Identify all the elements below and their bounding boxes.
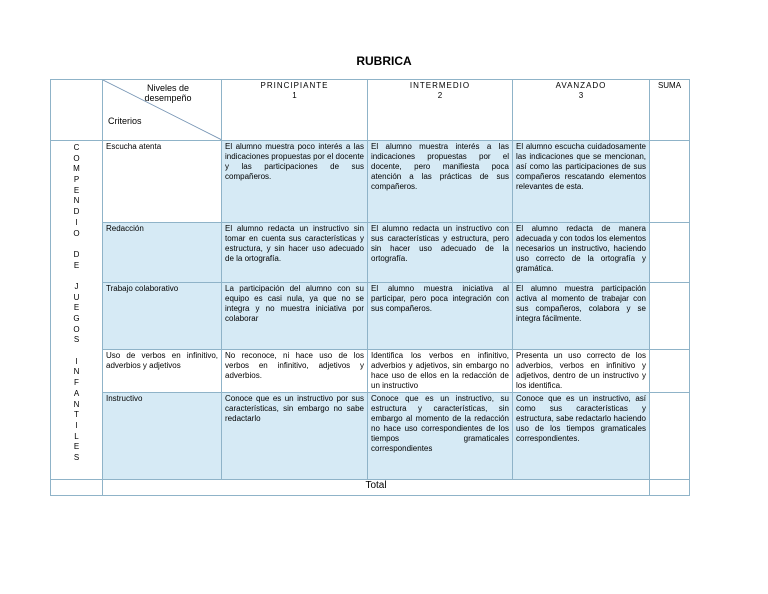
- principiante-cell: El alumno muestra poco interés a las indicaciones propuestas por el docente y las participaciones de sus compañeros.: [222, 141, 368, 223]
- side-vertical-label: C O M P E N D I O D E J U E G O S I N F A N T I L E S: [51, 141, 103, 480]
- avanzado-cell: Conoce que es un instructivo, así como sus características y estructura, sabe redactarlo haciendo uso de los tiempos gramaticales correspondientes.: [513, 393, 650, 480]
- intermedio-cell: El alumno redacta un instructivo con sus características y estructura, pero sin hacer uso adecuado de la ortografía.: [368, 223, 513, 283]
- suma-cell: [650, 393, 690, 480]
- principiante-cell: No reconoce, ni hace uso de los verbos en infinitivo, adjetivos y adverbios.: [222, 350, 368, 393]
- table-row: [51, 141, 690, 223]
- table-row: [51, 283, 690, 350]
- suma-cell: [650, 141, 690, 223]
- avanzado-cell: El alumno redacta de manera adecuada y con todos los elementos necesarios un instructivo, haciendo uso correcto de la ortografía y gramática.: [513, 223, 650, 283]
- niveles-label: Niveles de desempeño: [144, 83, 192, 103]
- intermedio-cell: Identifica los verbos en infinitivo, adverbios y adjetivos, sin embargo no hace uso de ellos en la redacción de un instructivo: [368, 350, 513, 393]
- document-title: RUBRICA: [356, 54, 412, 68]
- total-empty-cell: [51, 480, 103, 496]
- intermedio-cell: El alumno muestra interés a las indicaciones propuestas por el docente, pero manifiesta poca atención a las prácticas de sus compañeros.: [368, 141, 513, 223]
- criterion-cell: Redacción: [103, 223, 222, 283]
- suma-cell: [650, 283, 690, 350]
- table-row: [51, 223, 690, 283]
- criterion-cell: Escucha atenta: [103, 141, 222, 223]
- suma-cell: [650, 350, 690, 393]
- total-label: Total: [103, 480, 650, 496]
- table-row: [51, 350, 690, 393]
- suma-cell: [650, 223, 690, 283]
- intermedio-cell: El alumno muestra iniciativa al participar, pero poca integración con sus compañeros.: [368, 283, 513, 350]
- level-name: PRINCIPIANTE: [260, 81, 329, 90]
- intermedio-cell: Conoce que es un instructivo, su estructura y características, sin embargo al momento de la redacción no hace uso correspondientes de los tiempos gramaticales correspondientes: [368, 393, 513, 480]
- rubric-table: [50, 79, 690, 496]
- level-score: 2: [437, 91, 443, 100]
- principiante-cell: El alumno redacta un instructivo sin tomar en cuenta sus características y estructura, y sin hacer uso adecuado de la ortografía.: [222, 223, 368, 283]
- criterion-cell: Trabajo colaborativo: [103, 283, 222, 350]
- header-row: [51, 80, 690, 141]
- level-name: INTERMEDIO: [409, 81, 471, 90]
- level-avanzado-header: [513, 80, 650, 141]
- total-suma-cell: [650, 480, 690, 496]
- level-name: AVANZADO: [555, 81, 607, 90]
- total-row: [51, 480, 690, 496]
- criterion-cell: Instructivo: [103, 393, 222, 480]
- suma-header: SUMA: [650, 80, 690, 141]
- principiante-cell: La participación del alumno con su equipo es casi nula, ya que no se integra y no muestra iniciativa por colaborar: [222, 283, 368, 350]
- avanzado-cell: El alumno muestra participación activa al momento de trabajar con sus compañeros, colabora y se integra fácilmente.: [513, 283, 650, 350]
- header-diagonal-cell: [103, 80, 222, 141]
- criterion-cell: Uso de verbos en infinitivo, adverbios y adjetivos: [103, 350, 222, 393]
- table-row: [51, 393, 690, 480]
- level-score: 3: [578, 91, 584, 100]
- level-score: 1: [292, 91, 297, 100]
- avanzado-cell: Presenta un uso correcto de los adverbios, verbos en infinitivo y adjetivos, dentro de un instructivo y los identifica.: [513, 350, 650, 393]
- header-empty-cell: [51, 80, 103, 141]
- criterios-label: Criterios: [108, 116, 142, 126]
- principiante-cell: Conoce que es un instructivo por sus características, sin embargo no sabe redactarlo: [222, 393, 368, 480]
- level-principiante-header: [222, 80, 368, 141]
- level-intermedio-header: [368, 80, 513, 141]
- avanzado-cell: El alumno escucha cuidadosamente las indicaciones que se mencionan, así como las participaciones de sus compañeros rescatando elementos relevantes de esta.: [513, 141, 650, 223]
